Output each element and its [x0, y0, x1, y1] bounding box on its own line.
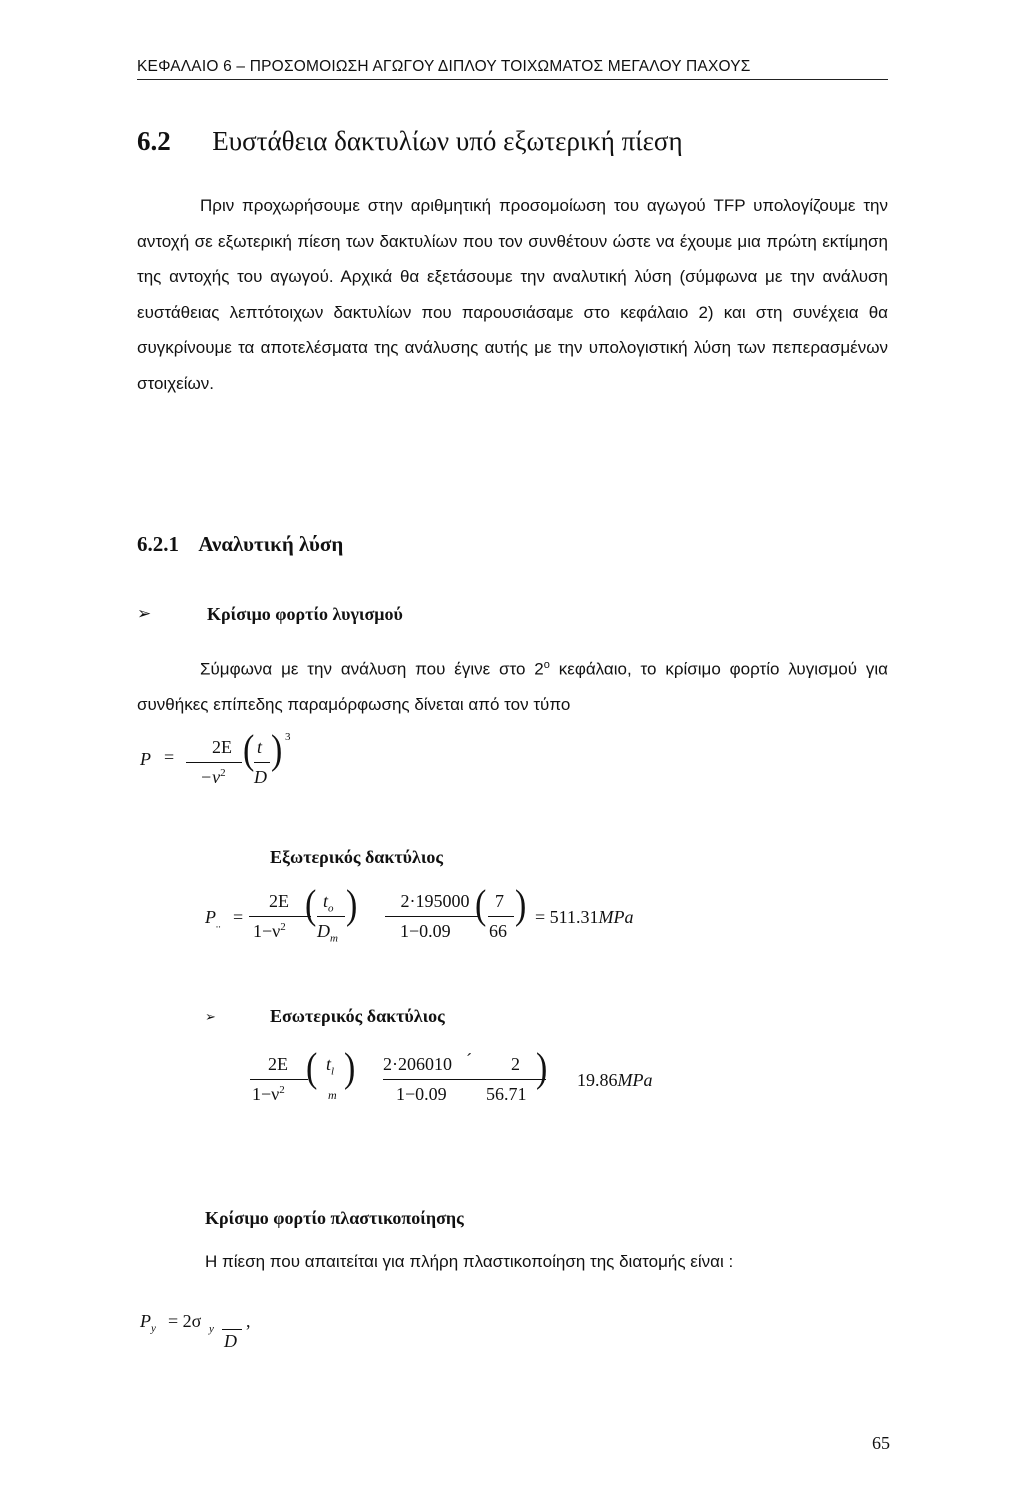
- buckling-paragraph: [137, 648, 888, 723]
- ext-bar: [249, 916, 311, 917]
- int-d-sub: m: [328, 1088, 337, 1102]
- intro-text: Πριν προχωρήσουμε στην αριθμητική προσομοίωση του αγωγού TFP υπολογίζουμε την αντοχή σε εξωτερική πίεση των δακτυλίων που τον συνθέτουν ώστε να έχουμε μια πρώτη εκτίμηση της αντοχής του αγωγού. Αρχικά θα εξετάσουμε την αναλυτική λύση (σύμφωνα με την ανάλυση ευστάθειας λεπτότοιχων δακτυλίων που παρουσιάσαμε στο κεφάλαιο 2) και στη συνέχεια θα συγκρίνουμε τα αποτελέσματα της ανάλυσης αυτής με την υπολογιστική λύση των πεπερασμένων στοιχείων.: [137, 196, 888, 393]
- plastic-text: Η πίεση που απαιτείται για πλήρη πλαστικοποίηση της διατομής είναι :: [205, 1252, 734, 1271]
- ext-den-value: 1−0.09: [400, 921, 451, 941]
- ext-ratio-den: 66: [489, 921, 507, 941]
- int-den-value: 1−0.09: [396, 1084, 447, 1104]
- ext-num-value: 2·195000: [400, 891, 470, 911]
- external-ring-formula: [205, 885, 665, 965]
- den-nu: −ν: [200, 767, 221, 787]
- buckling-heading: Κρίσιμο φορτίο λυγισμού: [207, 604, 403, 624]
- buckling-text-b: κεφάλαιο, το κρίσιμο φορτίο λυγισμού για συνθήκες επίπεδης παραμόρφωσης δίνεται από τον τύπο: [137, 659, 889, 715]
- formula-power: 3: [285, 731, 291, 743]
- int-paren2-right: ): [536, 1046, 548, 1091]
- plastic-comma: ,: [246, 1311, 251, 1331]
- ext-lhs: $P_{..}$: [205, 907, 221, 931]
- int-num-value: 2·206010: [383, 1054, 452, 1074]
- paren-left: (: [243, 728, 255, 773]
- ext-paren2-left: (: [475, 883, 487, 928]
- int-den: $1-\nu^2$: [252, 1084, 285, 1104]
- ext-inner-bar: [317, 916, 345, 917]
- ext-result: = 511.31MPa: [535, 907, 634, 927]
- section-number: 6.2: [137, 126, 171, 156]
- ext-paren-right: ): [346, 883, 358, 928]
- int-paren-right: ): [344, 1046, 356, 1091]
- den-sup: 2: [220, 767, 226, 779]
- num-2e: 2E: [212, 737, 232, 757]
- plastic-den: D: [224, 1331, 237, 1351]
- fraction-bar: [186, 762, 242, 763]
- ext-ratio-num: 7: [495, 891, 504, 911]
- plastic-lhs: $P_y$: [140, 1311, 156, 1335]
- ext-ratio-bar: [488, 916, 514, 917]
- int-num: 2E: [268, 1054, 288, 1074]
- ext-den: $1-\nu^2$: [253, 921, 286, 941]
- plastic-heading: Κρίσιμο φορτίο πλαστικοποίησης: [205, 1208, 464, 1228]
- subsection-heading: [137, 532, 343, 557]
- ext-paren2-right: ): [515, 883, 527, 928]
- page-number: 65: [872, 1433, 890, 1453]
- ext-value-bar: [385, 916, 479, 917]
- int-bar: [250, 1079, 308, 1080]
- plastic-formula: [140, 1305, 300, 1355]
- internal-ring-heading: Εσωτερικός δακτύλιος: [270, 1006, 445, 1026]
- inner-t: t: [257, 737, 263, 757]
- int-value-bar: [383, 1079, 546, 1080]
- subsection-title: Αναλυτική λύση: [198, 532, 344, 556]
- plastic-eq: = 2σ: [168, 1311, 202, 1331]
- ext-num: 2E: [269, 891, 289, 911]
- formula-numerator: [198, 737, 246, 758]
- external-ring-heading: Εξωτερικός δακτύλιος: [270, 847, 443, 867]
- section-title: Ευστάθεια δακτυλίων υπό εξωτερική πίεση: [212, 126, 683, 156]
- ext-equals: =: [233, 907, 244, 927]
- formula-equals: =: [164, 747, 175, 767]
- buckling-text-sup: ο: [543, 659, 550, 671]
- running-header: ΚΕΦΑΛΑΙΟ 6 – ΠΡΟΣΟΜΟΙΩΣΗ ΑΓΩΓΟΥ ΔΙΠΛΟΥ ΤΟΙΧΩΜΑΤΟΣ ΜΕΓΑΛΟΥ ΠΑΧΟΥΣ: [137, 58, 751, 75]
- int-result: 19.86MPa: [577, 1070, 653, 1090]
- bullet-arrow-icon: ➢: [137, 604, 152, 623]
- int-ratio-den: 56.71: [486, 1084, 527, 1104]
- plastic-bar: [222, 1329, 242, 1330]
- int-paren-left: (: [306, 1046, 318, 1091]
- ext-paren-left: (: [305, 883, 317, 928]
- subsection-number: 6.2.1: [137, 532, 179, 556]
- int-tick: ´: [466, 1050, 472, 1070]
- formula-p: P: [140, 749, 151, 769]
- buckling-formula: [140, 728, 340, 804]
- inner-d: D: [254, 767, 267, 787]
- paren-right: ): [271, 728, 283, 773]
- int-ratio-num: 2: [511, 1054, 520, 1074]
- ext-t: $t_o$: [323, 891, 334, 915]
- bullet-arrow-icon-2: ➢: [205, 1009, 216, 1024]
- plastic-sigma-sub: y: [209, 1323, 214, 1335]
- section-heading: [137, 126, 683, 157]
- header-rule: [137, 79, 888, 80]
- inner-bar: [254, 762, 270, 763]
- formula-denominator: [200, 767, 226, 788]
- intro-paragraph: [137, 188, 888, 401]
- internal-ring-formula: [248, 1048, 688, 1128]
- ext-d: $D_m$: [317, 921, 338, 945]
- int-t: $t_l$: [326, 1054, 335, 1078]
- buckling-text-a: Σύμφωνα με την ανάλυση που έγινε στο 2: [200, 659, 544, 679]
